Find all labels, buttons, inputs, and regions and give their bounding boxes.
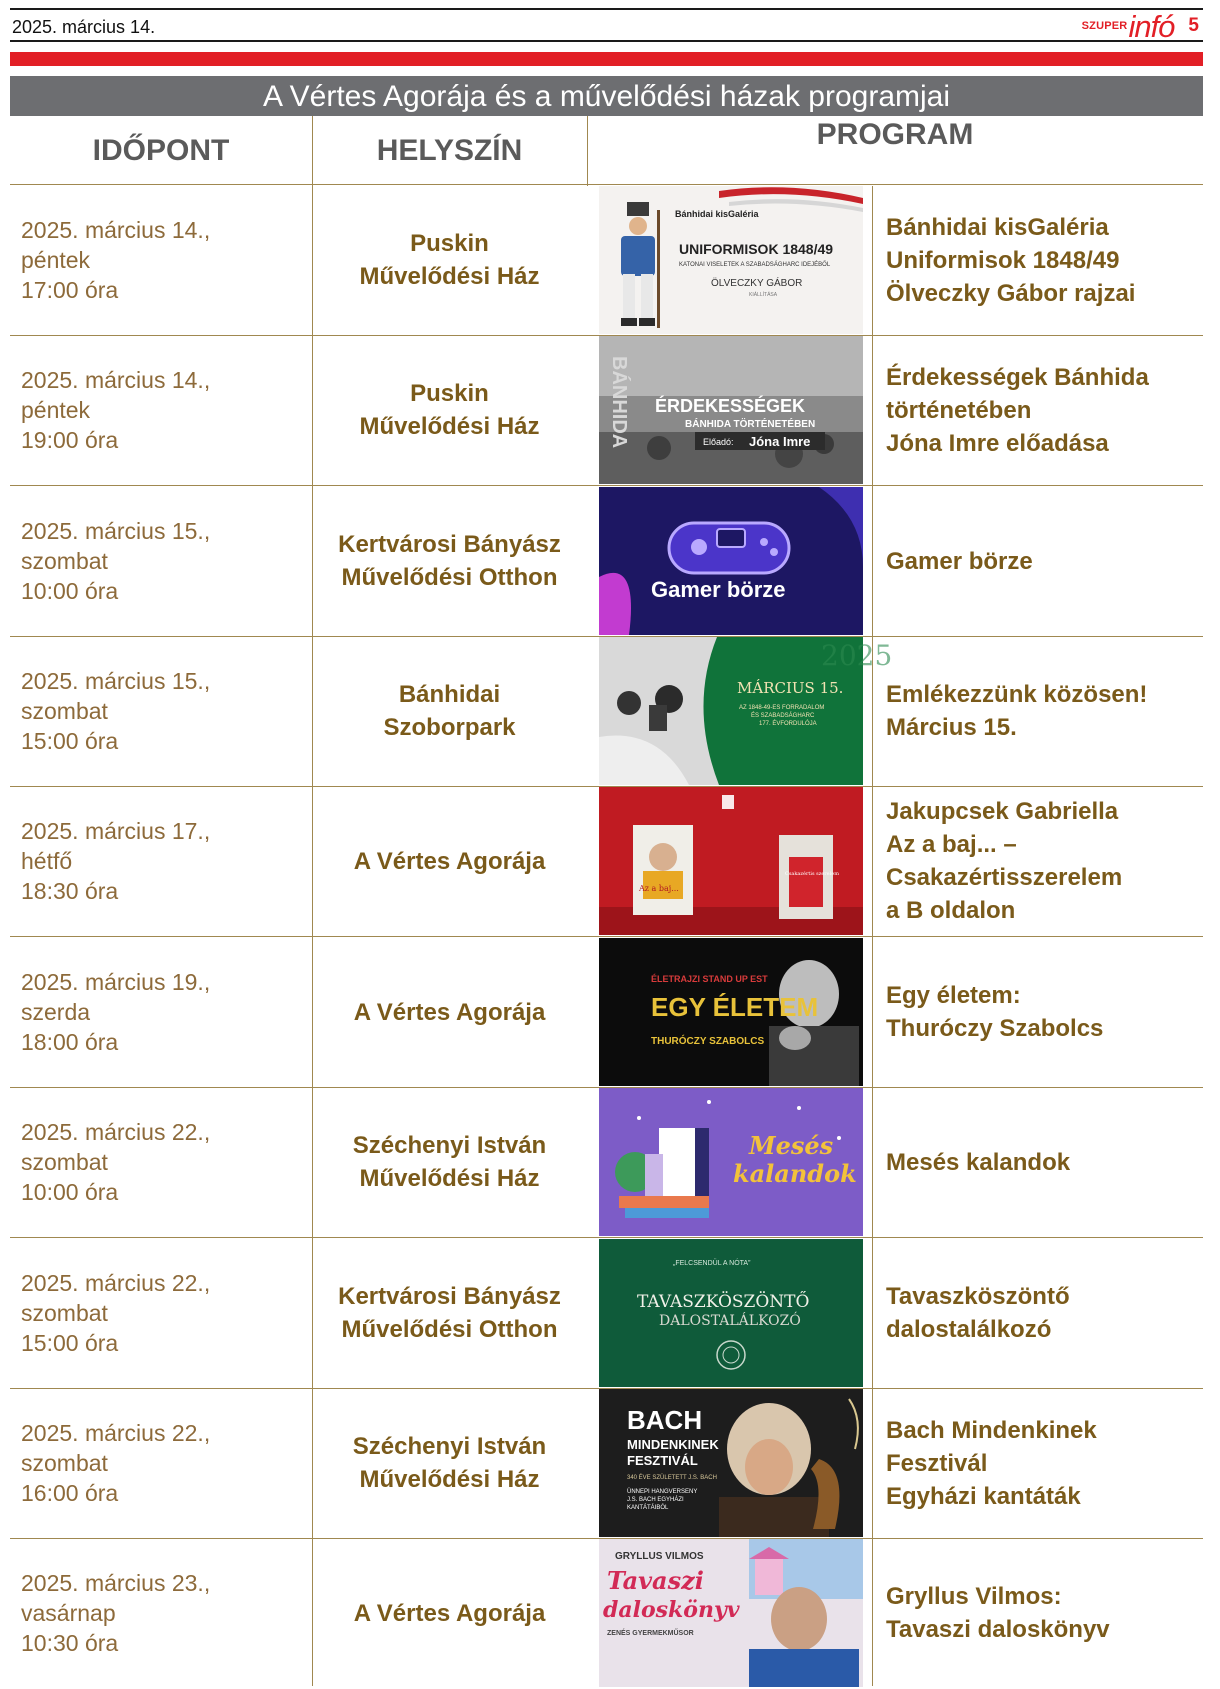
event-place: Széchenyi István Művelődési Ház xyxy=(352,1132,547,1192)
event-image-standup xyxy=(599,938,863,1086)
thumb-text: Tavaszi xyxy=(607,1566,704,1595)
event-program xyxy=(886,1087,1201,1237)
event-row xyxy=(10,185,1203,336)
event-image-gamer xyxy=(599,487,863,635)
event-program xyxy=(886,1388,1201,1538)
event-place: Széchenyi István Művelődési Ház xyxy=(352,1433,547,1493)
event-place: A Vértes Agorája xyxy=(353,847,546,875)
column-header-program: PROGRAM xyxy=(816,118,974,151)
event-time: 2025. március 22., szombat 15:00 óra xyxy=(21,1270,211,1356)
thumb-text: Gamer börze xyxy=(651,577,786,602)
thumb-text: „FELCSENDÜL A NÓTA” xyxy=(673,1260,751,1267)
thumb-text: BÁNHIDA TÖRTÉNETÉBEN xyxy=(685,419,816,430)
thumb-text: Jóna Imre xyxy=(749,434,811,449)
thumb-text: UNIFORMISOK 1848/49 xyxy=(679,241,834,257)
thumb-text: Az a baj... xyxy=(639,884,679,893)
section-banner: A Vértes Agorája és a művelődési házak programjai xyxy=(10,76,1203,116)
event-image-bach xyxy=(599,1389,863,1537)
event-image-fairytale xyxy=(599,1088,863,1236)
event-image-banhida-history xyxy=(599,336,863,484)
event-time: 2025. március 14., péntek 19:00 óra xyxy=(21,367,211,453)
event-image-march15 xyxy=(599,637,893,785)
gamepad-icon xyxy=(669,523,789,573)
column-divider xyxy=(587,116,588,186)
thumb-text: 340 ÉVE SZÜLETETT J.S. BACH xyxy=(627,1475,717,1481)
event-program xyxy=(886,486,1201,636)
thumb-text: ÉS SZABADSÁGHARC xyxy=(751,713,815,719)
thumb-text: TAVASZKÖSZÖNTŐ xyxy=(637,1292,810,1312)
event-program xyxy=(886,185,1201,335)
column-header-time: IDŐPONT xyxy=(92,134,230,167)
szuperinfo-logo xyxy=(1081,9,1199,44)
event-row xyxy=(10,937,1203,1088)
thumb-text: THURÓCZY SZABOLCS xyxy=(651,1036,765,1047)
thumb-text: Mesés xyxy=(749,1131,834,1160)
event-program-text: Gamer börze xyxy=(886,547,1033,575)
event-time: 2025. március 14., péntek 17:00 óra xyxy=(21,217,211,303)
thumb-text: ÉLETRAJZI STAND UP EST xyxy=(651,974,768,984)
event-time: 2025. március 15., szombat 15:00 óra xyxy=(21,668,211,754)
event-row xyxy=(10,335,1203,486)
book-cover-right xyxy=(779,835,839,919)
event-place: Puskin Művelődési Ház xyxy=(359,230,540,290)
event-image-uniforms xyxy=(599,186,863,334)
event-place: A Vértes Agorája xyxy=(353,998,546,1026)
event-program-text: Egy életem: Thuróczy Szabolcs xyxy=(886,982,1104,1042)
event-image-books xyxy=(599,787,863,935)
thumb-text: MINDENKINEK xyxy=(627,1437,719,1452)
thumb-text: BACH xyxy=(627,1405,703,1435)
event-row xyxy=(10,1087,1203,1238)
event-program-text: Gryllus Vilmos: Tavaszi daloskönyv xyxy=(886,1583,1110,1643)
thumb-text: KATONAI VISELETEK A SZABADSÁGHARC IDEJÉBŐL xyxy=(679,262,831,268)
event-program xyxy=(886,786,1201,936)
event-time: 2025. március 17., hétfő 18:30 óra xyxy=(21,818,211,904)
issue-date: 2025. március 14. xyxy=(12,17,156,37)
event-program xyxy=(886,937,1201,1087)
event-program xyxy=(886,335,1201,485)
event-image-choir xyxy=(599,1239,863,1387)
thumb-text: BÁNHIDA xyxy=(608,356,630,449)
event-program-text: Érdekességek Bánhida történetében Jóna Imre előadása xyxy=(886,363,1149,457)
column-header-place: HELYSZÍN xyxy=(376,134,523,167)
event-program-text: Bánhidai kisGaléria Uniformisok 1848/49 Ölveczky Gábor rajzai xyxy=(886,213,1136,307)
thumb-text: Bánhidai kisGaléria xyxy=(675,209,759,219)
event-program xyxy=(886,1238,1201,1388)
event-program-text: Mesés kalandok xyxy=(886,1148,1071,1176)
thumb-text: ZENÉS GYERMEKMŰSOR xyxy=(607,1630,694,1637)
thumb-text: KANTÁTÁIBÓL xyxy=(627,1505,669,1511)
thumb-text: Előadó: xyxy=(703,437,734,447)
page-number: 5 xyxy=(1188,15,1199,36)
logo-big-text: infó xyxy=(1128,9,1175,44)
event-program-text: Bach Mindenkinek Fesztivál Egyházi kantáták xyxy=(886,1416,1097,1510)
page-header xyxy=(10,8,1203,42)
event-program xyxy=(886,1538,1201,1688)
thumb-text: EGY ÉLETEM xyxy=(651,992,819,1022)
thumb-text: J.S. BACH EGYHÁZI xyxy=(627,1497,684,1503)
event-row xyxy=(10,1538,1203,1688)
event-row xyxy=(10,786,1203,937)
thumb-text: daloskönyv xyxy=(603,1597,740,1623)
event-place: Bánhidai Szoborpark xyxy=(383,681,516,741)
thumb-text: AZ 1848-49-ES FORRADALOM xyxy=(739,705,825,711)
event-row xyxy=(10,1388,1203,1539)
event-program-text: Emlékezzünk közösen! Március 15. xyxy=(886,681,1148,741)
event-place: Puskin Művelődési Ház xyxy=(359,380,540,440)
event-time: 2025. március 22., szombat 10:00 óra xyxy=(21,1119,211,1205)
event-program xyxy=(886,636,1201,786)
thumb-text: MÁRCIUS 15. xyxy=(737,679,844,697)
thumb-text: DALOSTALÁLKOZÓ xyxy=(659,1313,801,1329)
thumb-text: GRYLLUS VILMOS xyxy=(615,1551,704,1562)
thumb-text: KIÁLLÍTÁSA xyxy=(749,292,778,298)
event-time: 2025. március 23., vasárnap 10:30 óra xyxy=(21,1570,211,1656)
thumb-text: 2025 xyxy=(821,639,893,672)
event-row xyxy=(10,486,1203,637)
logo-small-text: SZUPER xyxy=(1081,20,1128,32)
thumb-text: 177. ÉVFORDULÓJA xyxy=(759,721,817,727)
book-cover-left xyxy=(633,825,693,915)
thumb-text: ÖLVECZKY GÁBOR xyxy=(711,278,803,289)
thumb-text: ÉRDEKESSÉGEK xyxy=(655,396,806,416)
event-time: 2025. március 15., szombat 10:00 óra xyxy=(21,518,211,604)
red-divider xyxy=(10,52,1203,66)
event-image-gryllus xyxy=(599,1539,863,1687)
event-row xyxy=(10,636,1203,787)
event-time: 2025. március 19., szerda 18:00 óra xyxy=(21,969,211,1055)
thumb-text: FESZTIVÁL xyxy=(627,1453,698,1468)
event-program-text: Jakupcsek Gabriella Az a baj... – Csakazértisszerelem a B oldalon xyxy=(886,798,1123,924)
event-place: Kertvárosi Bányász Művelődési Otthon xyxy=(338,531,561,591)
event-program-text: Tavaszköszöntő dalostalálkozó xyxy=(886,1283,1070,1343)
thumb-text: ÜNNEPI HANGVERSENY xyxy=(627,1489,698,1495)
event-place: A Vértes Agorája xyxy=(353,1599,546,1627)
event-place: Kertvárosi Bányász Művelődési Otthon xyxy=(338,1283,561,1343)
thumb-text: Csakazértis szerelem xyxy=(785,871,839,877)
event-row xyxy=(10,1238,1203,1389)
event-time: 2025. március 22., szombat 16:00 óra xyxy=(21,1420,211,1506)
thumb-text: kalandok xyxy=(733,1159,857,1188)
